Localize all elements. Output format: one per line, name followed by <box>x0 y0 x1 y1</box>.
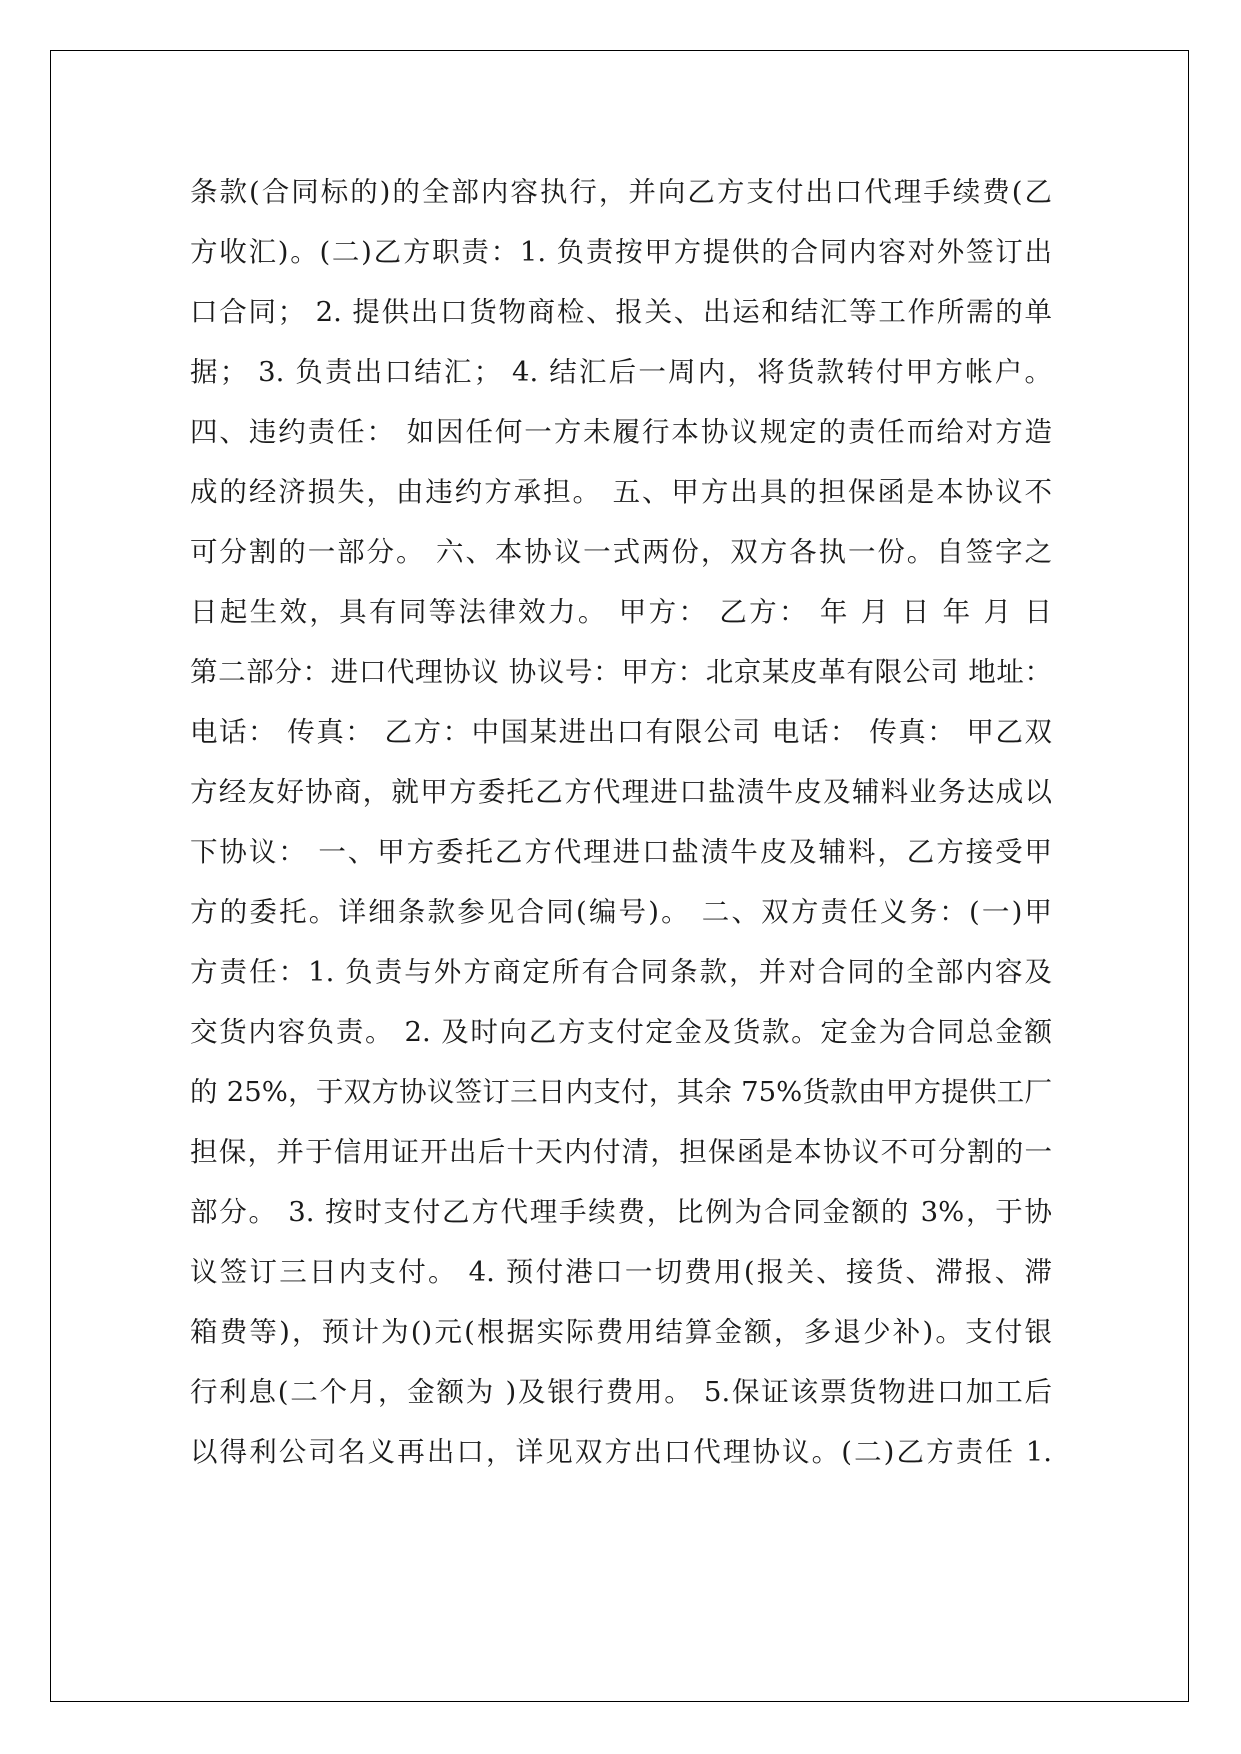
text-line: 以得利公司名义再出口，详见双方出口代理协议。(二)乙方责任 1. <box>190 1436 1052 1468</box>
text-line: 四、违约责任： 如因任何一方未履行本协议规定的责任而给对方造 <box>190 416 1052 448</box>
text-line: 条款(合同标的)的全部内容执行，并向乙方支付出口代理手续费(乙 <box>190 176 1052 208</box>
text-line: 日起生效，具有同等法律效力。 甲方： 乙方： 年 月 日 年 月 日 <box>190 596 1052 628</box>
text-line: 担保，并于信用证开出后十天内付清，担保函是本协议不可分割的一 <box>190 1136 1052 1168</box>
text-line: 行利息(二个月，金额为 )及银行费用。 5.保证该票货物进口加工后 <box>190 1376 1052 1408</box>
text-line: 成的经济损失，由违约方承担。 五、甲方出具的担保函是本协议不 <box>190 476 1052 508</box>
text-line: 电话： 传真： 乙方：中国某进出口有限公司 电话： 传真： 甲乙双 <box>190 716 1052 748</box>
text-line: 的 25%，于双方协议签订三日内支付，其余 75%货款由甲方提供工厂 <box>190 1076 1052 1108</box>
document-body <box>190 162 1052 1482</box>
text-line: 部分。 3. 按时支付乙方代理手续费，比例为合同金额的 3%，于协 <box>190 1196 1052 1228</box>
text-line: 方收汇)。(二)乙方职责：1. 负责按甲方提供的合同内容对外签订出 <box>190 236 1052 268</box>
text-line: 议签订三日内支付。 4. 预付港口一切费用(报关、接货、滞报、滞 <box>190 1256 1052 1288</box>
text-line: 箱费等)，预计为()元(根据实际费用结算金额，多退少补)。支付银 <box>190 1316 1052 1348</box>
text-line: 第二部分：进口代理协议 协议号：甲方：北京某皮革有限公司 地址： <box>190 656 1052 688</box>
text-line: 据； 3. 负责出口结汇； 4. 结汇后一周内，将货款转付甲方帐户。 <box>190 356 1052 388</box>
text-line: 方的委托。详细条款参见合同(编号)。 二、双方责任义务：(一)甲 <box>190 896 1052 928</box>
text-line: 方经友好协商，就甲方委托乙方代理进口盐渍牛皮及辅料业务达成以 <box>190 776 1052 808</box>
text-line: 下协议： 一、甲方委托乙方代理进口盐渍牛皮及辅料，乙方接受甲 <box>190 836 1052 868</box>
text-line: 交货内容负责。 2. 及时向乙方支付定金及货款。定金为合同总金额 <box>190 1016 1052 1048</box>
text-line: 可分割的一部分。 六、本协议一式两份，双方各执一份。自签字之 <box>190 536 1052 568</box>
text-line: 口合同； 2. 提供出口货物商检、报关、出运和结汇等工作所需的单 <box>190 296 1052 328</box>
text-line: 方责任：1. 负责与外方商定所有合同条款，并对合同的全部内容及 <box>190 956 1052 988</box>
